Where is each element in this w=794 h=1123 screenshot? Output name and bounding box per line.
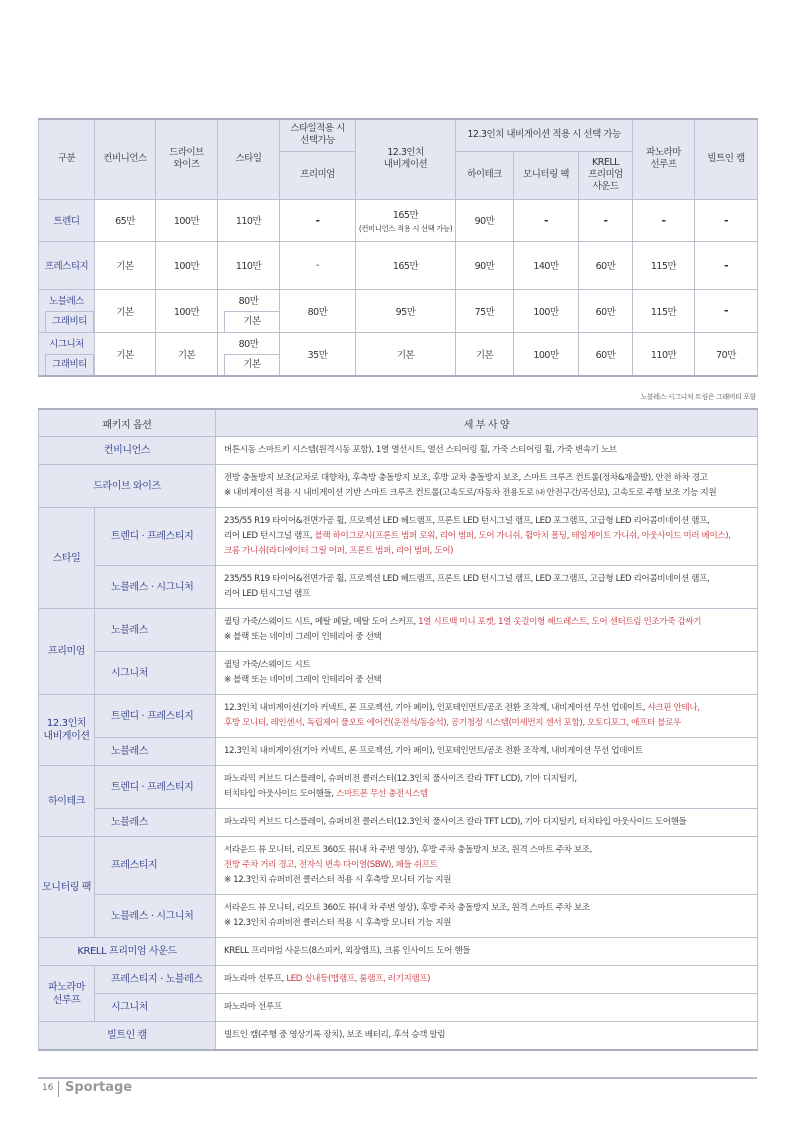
spec-text: 235/55 R19 타이어&전면가공 휠, 프로젝션 LED 헤드램프, 프론트 LED 턴시그널 램프, LED 포그램프, 고급형 LED 리어콤비네이션 램프, — [224, 574, 710, 584]
table-row — [39, 809, 758, 837]
trim-name: 트렌디 — [39, 199, 95, 241]
table-row — [39, 837, 758, 895]
spec-highlight-text: 스마트폰 무선 충전시스템 — [336, 789, 428, 799]
footer-divider — [38, 1077, 757, 1079]
spec-text: 버튼시동 스마트키 시스템(원격시동 포함), 1열 열선시트, 열선 스티어링 휠, 가죽 스티어링 휠, 가죽 변속기 노브 — [224, 445, 617, 455]
spec-description — [216, 695, 758, 738]
table-row-signature — [39, 332, 758, 354]
trim-label: 노블레스 — [95, 738, 216, 766]
spec-description — [216, 837, 758, 895]
spec-text: ※ 블랙 또는 네이비 그레이 인테리어 중 선택 — [224, 632, 382, 642]
spec-description — [216, 437, 758, 465]
price-cell: 70만 — [695, 332, 758, 376]
price-cell: 기본 — [356, 332, 456, 376]
spec-description — [216, 652, 758, 695]
package-label: 하이테크 — [39, 766, 95, 837]
header-convenience: 컨비니언스 — [95, 119, 156, 199]
spec-highlight-text: 크롬 가니쉬(라디에이터 그릴 어퍼, 프론트 범퍼, 리어 범퍼, 도어) — [224, 546, 454, 556]
table-row-trendy — [39, 199, 758, 241]
price-cell: 65만 — [95, 199, 156, 241]
page-number: 16 — [42, 1083, 54, 1093]
spec-text: 리어 LED 턴시그널 램프 — [224, 589, 310, 599]
table-row — [39, 437, 758, 465]
spec-description — [216, 895, 758, 938]
price-cell: 기본 — [95, 332, 156, 376]
price-cell: 110만 — [633, 332, 695, 376]
trim-name: 노블레스 — [39, 289, 95, 311]
price-cell-navigation — [356, 199, 456, 241]
package-price-table — [38, 118, 758, 377]
table-row — [39, 895, 758, 938]
trim-label: 노블레스 · 시그니처 — [95, 566, 216, 609]
trim-label: 시그니처 — [95, 994, 216, 1022]
price-value: 기본 — [224, 311, 279, 332]
trim-label: 트렌디 · 프레스티지 — [95, 766, 216, 809]
spec-text: ※ 내비게이션 적용 시 내비게이션 기반 스마트 크루즈 컨트롤(고속도로/자동차 전용도로 ㈏ 안전구간/곡선로), 고속도로 주행 보조 기능 지원 — [224, 488, 717, 498]
price-cell: 165만 — [356, 241, 456, 289]
spec-text: 파노라믹 커브드 디스플레이, 슈퍼비전 클러스터(12.3인치 풀사이즈 칼라 TFT LCD), 기아 디지털키, — [224, 774, 577, 784]
price-cell: 80만 — [218, 289, 280, 311]
price-cell: 80만 — [218, 332, 280, 354]
trim-sub-name: 그래비티 — [45, 311, 94, 332]
spec-text: 전방 충돌방지 보조(교차로 대향차), 후측방 충돌방지 보조, 후방 교차 충돌방지 보조, 스마트 크루즈 컨트롤(정차&재출발), 안전 하차 경고 — [224, 473, 708, 483]
trim-label: 노블레스 — [95, 809, 216, 837]
price-cell: 100만 — [514, 289, 579, 332]
spec-line — [224, 615, 749, 630]
header-drive-wise: 드라이브 와이즈 — [156, 119, 218, 199]
spec-line — [224, 787, 749, 802]
table-row — [39, 938, 758, 966]
header-style-option-group: 스타일적용 시 선택가능 — [280, 119, 356, 151]
table-row — [39, 766, 758, 809]
table-row-noblesse — [39, 289, 758, 311]
price-cell: 75만 — [456, 289, 514, 332]
price-cell: 100만 — [514, 332, 579, 376]
table-row — [39, 695, 758, 738]
package-label: 모니터링 팩 — [39, 837, 95, 938]
header-monitoring: 모니터링 팩 — [514, 151, 579, 199]
spec-line — [224, 1000, 749, 1015]
spec-text: KRELL 프리미엄 사운드(8스피커, 외장앰프), 크롬 인사이드 도어 핸들 — [224, 946, 471, 956]
spec-description — [216, 508, 758, 566]
spec-description — [216, 609, 758, 652]
price-cell: - — [280, 241, 356, 289]
spec-description — [216, 966, 758, 994]
spec-line — [224, 486, 749, 501]
spec-line — [224, 944, 749, 959]
spec-line — [224, 701, 749, 716]
header-navigation: 12.3인치 내비게이션 — [356, 119, 456, 199]
price-cell: 115만 — [633, 289, 695, 332]
header-panorama: 파노라마 선루프 — [633, 119, 695, 199]
spec-line — [224, 901, 749, 916]
spec-text: ※ 블랙 또는 네이비 그레이 인테리어 중 선택 — [224, 675, 382, 685]
footer-separator — [58, 1081, 59, 1097]
spec-line — [224, 772, 749, 787]
package-label: 스타일 — [39, 508, 95, 609]
header-package-option: 패키지 옵션 — [39, 409, 216, 437]
spec-line — [224, 529, 749, 544]
spec-highlight-text: LED 실내등(맵램프, 룸램프, 러기지램프) — [286, 974, 431, 984]
price-cell: - — [514, 199, 579, 241]
spec-text: 파노라마 선루프, — [224, 974, 287, 984]
table-row — [39, 609, 758, 652]
header-krell: KRELL 프리미엄 사운드 — [579, 151, 633, 199]
spec-description — [216, 566, 758, 609]
package-label: 빌트인 캠 — [39, 1022, 216, 1051]
trim-label: 노블레스 — [95, 609, 216, 652]
header-hitech: 하이테크 — [456, 151, 514, 199]
spec-line — [224, 744, 749, 759]
spec-line — [224, 916, 749, 931]
price-cell: - — [280, 199, 356, 241]
trim-label: 시그니처 — [95, 652, 216, 695]
trim-label: 트렌디 · 프레스티지 — [95, 508, 216, 566]
table-row — [39, 508, 758, 566]
gravity-cell — [39, 354, 95, 376]
table-row — [39, 465, 758, 508]
header-gubun: 구분 — [39, 119, 95, 199]
spec-line — [224, 815, 749, 830]
spec-line — [224, 572, 749, 587]
trim-name: 시그니처 — [39, 332, 95, 354]
price-cell: - — [633, 199, 695, 241]
spec-text: 터치타입 아웃사이드 도어핸들, — [224, 789, 337, 799]
spec-highlight-text: 블랙 하이그로시(프론트 범퍼 로워, 리어 범퍼, 도어 가니쉬, 휠아치 몰딩, 테일게이트 가니쉬, 아웃사이드 미러 베이스), — [314, 531, 731, 541]
spec-description — [216, 766, 758, 809]
table-row — [39, 1022, 758, 1051]
header-cam: 빌트인 캠 — [695, 119, 758, 199]
price-cell: 110만 — [218, 241, 280, 289]
package-label: 드라이브 와이즈 — [39, 465, 216, 508]
spec-highlight-text: 1열 시트백 미니 포켓, 1열 옷걸이형 헤드레스트, 도어 센터트림 인조가죽 감싸기 — [418, 617, 702, 627]
spec-text: 빌트인 캠(주행 중 영상기록 장치), 보조 배터리, 후석 승객 알림 — [224, 1030, 446, 1040]
spec-text: 12.3인치 내비게이션(기아 커넥트, 폰 프로젝션, 기아 페이), 인포테인먼트/공조 전환 조작계, 내비게이션 무선 업데이트 — [224, 746, 643, 756]
spec-line — [224, 630, 749, 645]
package-spec-table — [38, 408, 758, 1051]
spec-text: 235/55 R19 타이어&전면가공 휠, 프로젝션 LED 헤드램프, 프론트 LED 턴시그널 램프, LED 포그램프, 고급형 LED 리어콤비네이션 램프, — [224, 516, 710, 526]
spec-description — [216, 465, 758, 508]
price-cell: 60만 — [579, 289, 633, 332]
price-cell: - — [579, 199, 633, 241]
price-cell: 기본 — [95, 289, 156, 332]
spec-line — [224, 514, 749, 529]
trim-label: 프레스티지 — [95, 837, 216, 895]
price-cell: 90만 — [456, 241, 514, 289]
spec-text: 파노라믹 커브드 디스플레이, 슈퍼비전 클러스터(12.3인치 풀사이즈 칼라 TFT LCD), 기아 디지털키, 터치타입 아웃사이드 도어핸들 — [224, 817, 687, 827]
style-gravity-cell — [218, 354, 280, 376]
spec-description — [216, 938, 758, 966]
price-cell: 100만 — [156, 289, 218, 332]
spec-line — [224, 544, 749, 559]
table-row — [39, 566, 758, 609]
spec-text: 12.3인치 내비게이션(기아 커넥트, 폰 프로젝션, 기아 페이), 인포테인먼트/공조 전환 조작계, 내비게이션 무선 업데이트, — [224, 703, 648, 713]
price-cell: 100만 — [156, 241, 218, 289]
spec-line — [224, 843, 749, 858]
spec-line — [224, 673, 749, 688]
spec-line — [224, 873, 749, 888]
price-cell: 95만 — [356, 289, 456, 332]
package-label: 12.3인치 내비게이션 — [39, 695, 95, 766]
package-label: 프리미엄 — [39, 609, 95, 695]
spec-text: 파노라마 선루프 — [224, 1002, 282, 1012]
spec-highlight-text: 전방 주차 거리 경고, 전자식 변속 다이얼(SBW), 패들 쉬프트 — [224, 860, 438, 870]
trim-name: 프레스티지 — [39, 241, 95, 289]
table-row — [39, 994, 758, 1022]
spec-line — [224, 587, 749, 602]
spec-line — [224, 658, 749, 673]
spec-text: 퀼팅 가죽/스웨이드 시트 — [224, 660, 311, 670]
spec-text: 퀼팅 가죽/스웨이드 시트, 메탈 페달, 메탈 도어 스커프, — [224, 617, 419, 627]
spec-text: 서라운드 뷰 모니터, 리모트 360도 뷰(내 차 주변 영상), 후방 주차 충돌방지 보조, 원격 스마트 주차 보조 — [224, 903, 590, 913]
price-cell: 100만 — [156, 199, 218, 241]
package-label: 컨비니언스 — [39, 437, 216, 465]
price-cell: 60만 — [579, 241, 633, 289]
brand-name: Sportage — [65, 1080, 133, 1095]
spec-highlight-text: 샤크핀 안테나, — [647, 703, 700, 713]
table-footnote: 노블레스·시그니처 트림은 그래비티 포함 — [640, 393, 756, 401]
price-cell: 90만 — [456, 199, 514, 241]
table-row-prestige — [39, 241, 758, 289]
price-cell: 110만 — [218, 199, 280, 241]
header-spec: 세 부 사 양 — [216, 409, 758, 437]
spec-text: 리어 LED 턴시그널 램프, — [224, 531, 315, 541]
trim-label: 노블레스 · 시그니처 — [95, 895, 216, 938]
trim-label: 프레스티지 · 노블레스 — [95, 966, 216, 994]
price-cell: - — [695, 199, 758, 241]
spec-description — [216, 994, 758, 1022]
spec-line — [224, 716, 749, 731]
spec-line — [224, 471, 749, 486]
gravity-cell — [39, 311, 95, 333]
spec-description — [216, 1022, 758, 1051]
header-premium: 프리미엄 — [280, 151, 356, 199]
price-cell: - — [695, 289, 758, 332]
price-cell: 기본 — [95, 241, 156, 289]
price-note: (컨비니언스 적용 시 선택 가능) — [358, 223, 453, 233]
price-cell: - — [695, 241, 758, 289]
spec-text: ※ 12.3인치 슈퍼비전 클러스터 적용 시 후측방 모니터 기능 지원 — [224, 918, 452, 928]
trim-sub-name: 그래비티 — [45, 354, 94, 375]
spec-description — [216, 809, 758, 837]
table-row — [39, 738, 758, 766]
price-cell: 기본 — [156, 332, 218, 376]
price-cell: 기본 — [456, 332, 514, 376]
header-nav-option-group: 12.3인치 내비게이션 적용 시 선택 가능 — [456, 119, 633, 151]
trim-label: 트렌디 · 프레스티지 — [95, 695, 216, 738]
price-cell: 60만 — [579, 332, 633, 376]
style-gravity-cell — [218, 311, 280, 333]
header-style: 스타일 — [218, 119, 280, 199]
spec-line — [224, 972, 749, 987]
price-cell: 35만 — [280, 332, 356, 376]
package-label: 파노라마 선루프 — [39, 966, 95, 1022]
price-cell: 140만 — [514, 241, 579, 289]
price-value: 165만 — [392, 209, 419, 221]
price-cell: 80만 — [280, 289, 356, 332]
spec-text: 서라운드 뷰 모니터, 리모트 360도 뷰(내 차 주변 영상), 후방 주차 충돌방지 보조, 원격 스마트 주차 보조, — [224, 845, 593, 855]
spec-description — [216, 738, 758, 766]
spec-line — [224, 443, 749, 458]
package-label: KRELL 프리미엄 사운드 — [39, 938, 216, 966]
table-row — [39, 966, 758, 994]
spec-line — [224, 1028, 749, 1043]
price-cell: 115만 — [633, 241, 695, 289]
spec-line — [224, 858, 749, 873]
table-row — [39, 652, 758, 695]
spec-highlight-text: 후방 모니터, 레인센서, 독립제어 풀오토 에어컨(운전석/동승석), 공기청정 시스템(미세먼지 센서 포함), 오토디포그, 애프터 블로우 — [224, 718, 681, 728]
spec-text: ※ 12.3인치 슈퍼비전 클러스터 적용 시 후측방 모니터 기능 지원 — [224, 875, 452, 885]
price-value: 기본 — [224, 354, 279, 375]
